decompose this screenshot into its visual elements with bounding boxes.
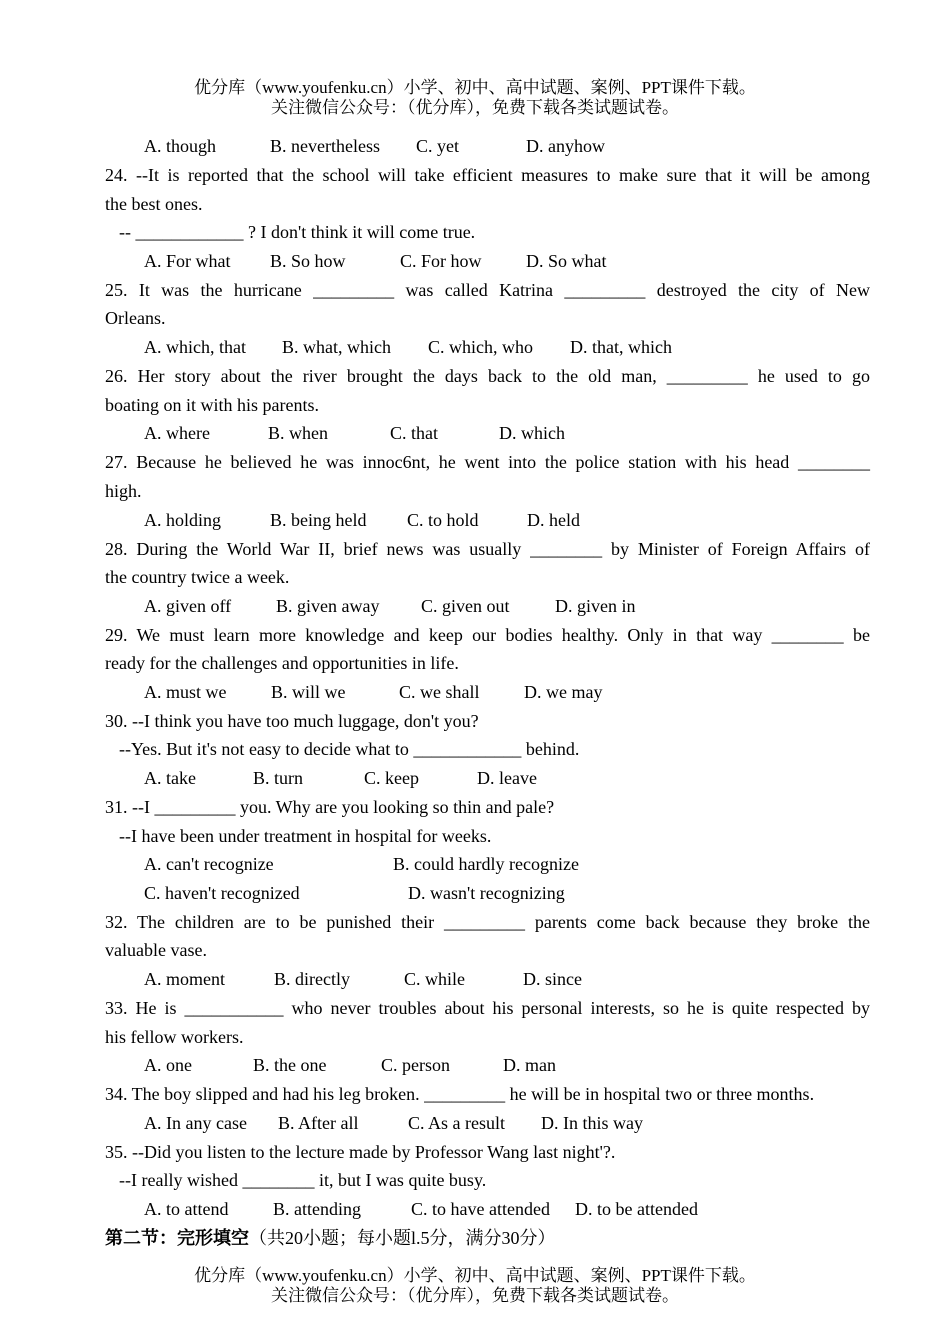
q28-option-a: A. given off (144, 596, 232, 616)
q26-stem-line1: 26. Her story about the river brought the days back to the old man, _________ he used to go (105, 366, 870, 386)
section2-title: 第二节：完形填空 (105, 1228, 249, 1248)
q32-option-a: A. moment (144, 969, 225, 989)
q30-option-c: C. keep (364, 768, 419, 788)
page-footer-line2: 关注微信公众号：（优分库），免费下载各类试题试卷。 (271, 1286, 679, 1305)
q24-option-d: D. So what (526, 251, 607, 271)
q35-reply-line: --I really wished ________ it, but I was quite busy. (119, 1170, 487, 1190)
q30-option-b: B. turn (253, 768, 304, 788)
q24-stem-line1: 24. --It is reported that the school will take efficient measures to make sure that it will be among (105, 165, 870, 185)
q34-option-b: B. After all (278, 1113, 359, 1133)
q27-stem-line2: high. (105, 481, 142, 501)
q30-stem-line1: 30. --I think you have too much luggage, don't you? (105, 711, 479, 731)
q30-reply-line: --Yes. But it's not easy to decide what to ____________ behind. (119, 739, 580, 759)
q34-option-a: A. In any case (144, 1113, 247, 1133)
q25-stem-line2: Orleans. (105, 308, 166, 328)
section2-note: （共20小题；每小题l.5分，满分30分） (249, 1228, 556, 1248)
q26-option-d: D. which (499, 423, 565, 443)
q23-option-c: C. yet (416, 136, 459, 156)
q32-option-d: D. since (523, 969, 582, 989)
q23-option-d: D. anyhow (526, 136, 605, 156)
page-header-line1: 优分库（www.youfenku.cn）小学、初中、高中试题、案例、PPT课件下载。 (194, 78, 756, 97)
q29-stem-line2: ready for the challenges and opportunities in life. (105, 653, 459, 673)
q29-option-a: A. must we (144, 682, 227, 702)
q30-option-a: A. take (144, 768, 196, 788)
q33-stem-line1: 33. He is ___________ who never troubles about his personal interests, so he is quite respected by (105, 998, 870, 1018)
q34-option-d: D. In this way (541, 1113, 643, 1133)
q35-option-b: B. attending (273, 1199, 361, 1219)
q24-option-c: C. For how (400, 251, 482, 271)
q35-option-c: C. to have attended (411, 1199, 550, 1219)
q27-option-d: D. held (527, 510, 580, 530)
q24-reply-line: -- ____________ ? I don't think it will come true. (119, 222, 476, 242)
q23-option-a: A. though (144, 136, 216, 156)
q31-option-a: A. can't recognize (144, 854, 274, 874)
q34-stem-line1: 34. The boy slipped and had his leg broken. _________ he will be in hospital two or three months. (105, 1084, 815, 1104)
q29-stem-line1: 29. We must learn more knowledge and keep our bodies healthy. Only in that way ________ be (105, 625, 870, 645)
q33-option-c: C. person (381, 1055, 450, 1075)
q33-option-a: A. one (144, 1055, 192, 1075)
q33-stem-line2: his fellow workers. (105, 1027, 244, 1047)
q35-option-d: D. to be attended (575, 1199, 698, 1219)
q27-stem-line1: 27. Because he believed he was innoc6nt, he went into the police station with his head ________ (105, 452, 870, 472)
q28-stem-line1: 28. During the World War II, brief news was usually ________ by Minister of Foreign Affairs of (105, 539, 870, 559)
q24-option-a: A. For what (144, 251, 231, 271)
q34-option-c: C. As a result (408, 1113, 505, 1133)
q27-option-c: C. to hold (407, 510, 479, 530)
q32-stem-line2: valuable vase. (105, 940, 207, 960)
q33-option-d: D. man (503, 1055, 556, 1075)
q35-option-a: A. to attend (144, 1199, 229, 1219)
q24-stem-line2: the best ones. (105, 194, 203, 214)
q31-option-b: B. could hardly recognize (393, 854, 579, 874)
q28-option-c: C. given out (421, 596, 510, 616)
q24-option-b: B. So how (270, 251, 346, 271)
q29-option-d: D. we may (524, 682, 603, 702)
q26-option-c: C. that (390, 423, 438, 443)
page-header-line2: 关注微信公众号：（优分库），免费下载各类试题试卷。 (271, 98, 679, 117)
q25-option-a: A. which, that (144, 337, 246, 357)
section2-heading (105, 1227, 870, 1249)
q25-stem-line1: 25. It was the hurricane _________ was called Katrina _________ destroyed the city of New (105, 280, 870, 300)
q26-option-b: B. when (268, 423, 328, 443)
q28-option-b: B. given away (276, 596, 380, 616)
q27-option-b: B. being held (270, 510, 367, 530)
q25-option-d: D. that, which (570, 337, 672, 357)
q26-option-a: A. where (144, 423, 210, 443)
q28-stem-line2: the country twice a week. (105, 567, 290, 587)
q26-stem-line2: boating on it with his parents. (105, 395, 319, 415)
q25-option-b: B. what, which (282, 337, 391, 357)
q30-option-d: D. leave (477, 768, 537, 788)
q31-option-d: D. wasn't recognizing (408, 883, 565, 903)
q29-option-b: B. will we (271, 682, 346, 702)
q33-option-b: B. the one (253, 1055, 327, 1075)
q28-option-d: D. given in (555, 596, 636, 616)
q31-stem-line1: 31. --I _________ you. Why are you looking so thin and pale? (105, 797, 555, 817)
q32-stem-line1: 32. The children are to be punished their _________ parents come back because they broke the (105, 912, 870, 932)
q32-option-b: B. directly (274, 969, 350, 989)
q29-option-c: C. we shall (399, 682, 480, 702)
q31-reply-line: --I have been under treatment in hospital for weeks. (119, 826, 492, 846)
q31-option-c: C. haven't recognized (144, 883, 300, 903)
page-footer-line1: 优分库（www.youfenku.cn）小学、初中、高中试题、案例、PPT课件下载。 (194, 1266, 756, 1285)
q25-option-c: C. which, who (428, 337, 533, 357)
q23-option-b: B. nevertheless (270, 136, 380, 156)
q27-option-a: A. holding (144, 510, 222, 530)
q32-option-c: C. while (404, 969, 465, 989)
q35-stem-line1: 35. --Did you listen to the lecture made by Professor Wang last night'?. (105, 1142, 616, 1162)
